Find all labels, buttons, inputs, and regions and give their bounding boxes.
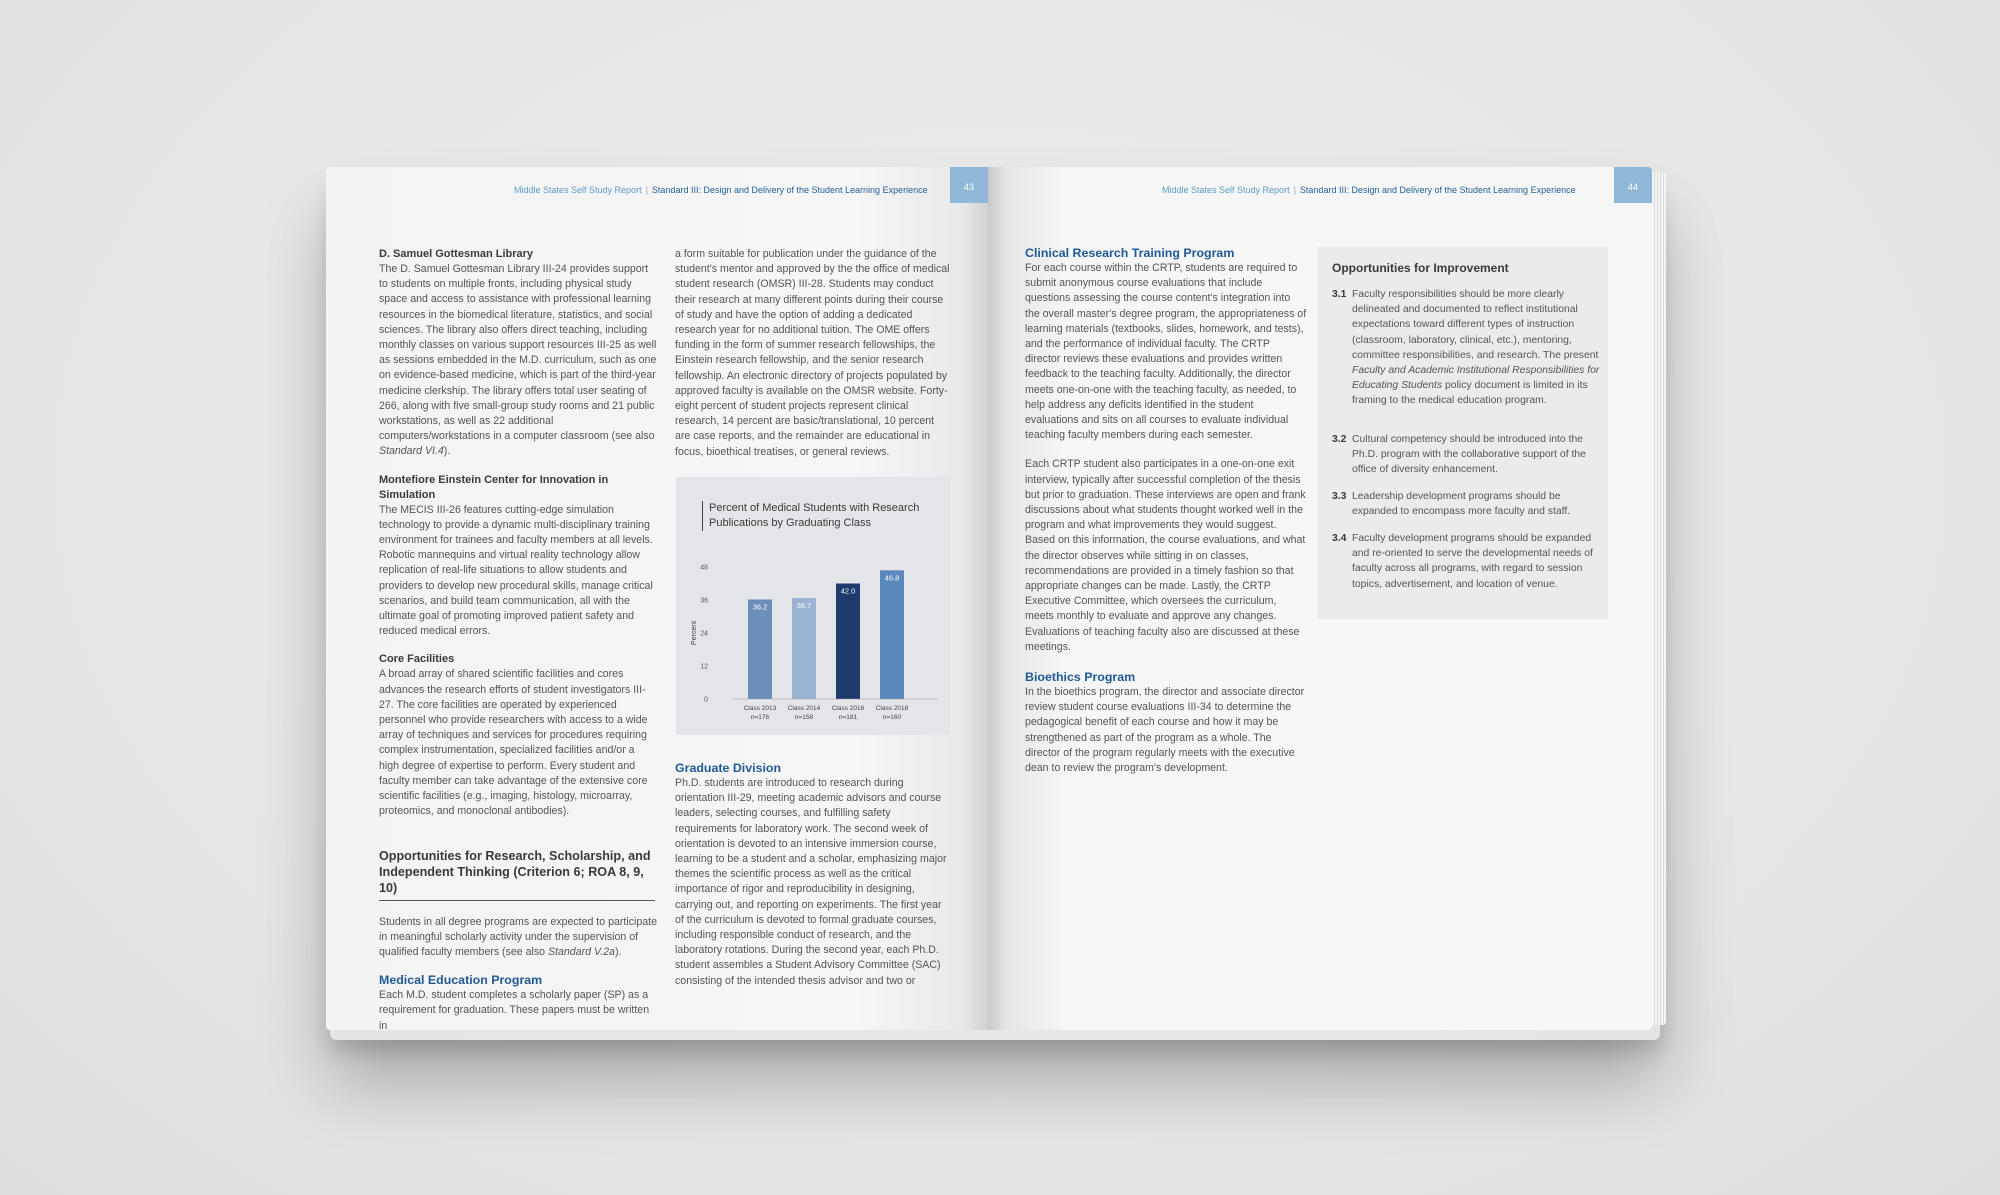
y-tick-label: 48 <box>700 564 708 572</box>
y-tick-label: 12 <box>700 663 708 671</box>
item-number: 3.3 <box>1332 491 1347 502</box>
x-tick-label: Class 2014 <box>787 705 821 712</box>
running-head-report: Middle States Self Study Report <box>1162 185 1290 195</box>
item-text-end: policy document is limited in its framing to the medical education program. <box>1352 380 1588 407</box>
right-page <box>988 167 1652 1030</box>
bioethics-heading: Bioethics Program <box>1025 670 1136 685</box>
running-head-separator: | <box>645 185 648 195</box>
simulation-heading: Montefiore Einstein Center for Innovation in Simulation <box>379 473 609 501</box>
opportunities-text: Students in all degree programs are expected to participate in meaningful scholarly activity under the supervision of qualified faculty members (see also <box>379 915 657 958</box>
left-column-1 <box>379 247 657 1030</box>
bar <box>836 584 860 700</box>
y-tick-label: 24 <box>700 630 708 638</box>
library-heading: D. Samuel Gottesman Library <box>379 248 534 260</box>
bar-chart <box>676 477 950 735</box>
left-column-2 <box>675 247 951 460</box>
item-ref: Faculty and Academic Institutional Responsibilities for Educating Students <box>1352 365 1600 392</box>
x-tick-label: Class 2016 <box>831 705 865 712</box>
running-head-report: Middle States Self Study Report <box>514 185 642 195</box>
improvement-title: Opportunities for Improvement <box>1332 261 1509 275</box>
bar <box>792 598 816 699</box>
item-text: Faculty responsibilities should be more clearly delineated and documented to reflect institutional expectations toward different types of instruction (classroom, laboratory, clinical, etc.), mentoring, committee responsibilities, and research. The present <box>1352 289 1599 361</box>
bioethics-text: In the bioethics program, the director and associate director review student course evaluations III-34 to determine the pedagogical benefit of each course and how it may be strengthened as part of the program as a whole. The director of the program regularly meets with the executive dean to review the program's development. <box>1025 686 1305 775</box>
improvement-item <box>1332 489 1600 519</box>
improvement-item <box>1332 287 1600 409</box>
simulation-text: The MECIS III-26 features cutting-edge simulation technology to provide a dynamic multi-disciplinary training environment for trainees and faculty members at all levels. Robotic mannequins and virtual reality technology allow replication of real-life situations to allow students and providers to develop new procedural skills, manage critical scenarios, and build team communication, all with the ultimate goal of promoting improved patient safety and reduced medical errors. <box>379 503 653 638</box>
y-tick-label: 0 <box>704 696 708 704</box>
bar-value-label: 42.0 <box>840 586 856 596</box>
improvement-item <box>1332 432 1600 478</box>
page-number: 44 <box>1614 167 1652 203</box>
item-text: Cultural competency should be introduced into the Ph.D. program with the collaborative support of the office of diversity enhancement. <box>1352 434 1586 476</box>
core-heading: Core Facilities <box>379 653 455 666</box>
improvement-item <box>1332 531 1600 592</box>
item-text: Leadership development programs should be expanded to encompass more faculty and staff. <box>1352 491 1571 518</box>
running-head-standard: Standard III: Design and Delivery of the Student Learning Experience <box>1299 185 1576 195</box>
chart-panel <box>676 477 950 735</box>
bar <box>880 570 904 699</box>
left-running-head <box>514 185 928 195</box>
x-tick-label: Class 2018 <box>875 705 909 712</box>
bar-value-label: 36.7 <box>796 601 812 611</box>
running-head-standard: Standard III: Design and Delivery of the Student Learning Experience <box>651 185 928 195</box>
research-continued-text: a form suitable for publication under the guidance of the student's mentor and approved by the the office of medical student research (OMSR) III-28. Students may conduct their research at many different points during their course of study and have the option of adding a dedicated research year for no additional tuition. The OME offers funding in the form of summer research fellowships, the Einstein research fellowship, and the senior research fellowship. An electronic directory of projects populated by approved faculty is available on the OMSR website. Forty-eight percent of student projects represent clinical research, 14 percent are basic/translational, 10 percent are case reports, and the remainder are educational in focus, bioethical treatises, or general reviews. <box>675 248 950 458</box>
opportunities-ref: Standard V.2a <box>548 945 615 958</box>
crtp-heading: Clinical Research Training Program <box>1025 246 1235 260</box>
x-tick-sublabel: n=176 <box>750 714 770 721</box>
y-axis-label: Percent <box>691 620 698 646</box>
opportunities-heading: Opportunities for Research, Scholarship, and Independent Thinking (Criterion 6; ROA 8, 9, 10) <box>379 848 651 895</box>
right-column-1 <box>1025 245 1307 776</box>
graduate-section <box>675 760 951 989</box>
library-end: ). <box>443 445 451 458</box>
library-ref: Standard VI.4 <box>379 445 444 458</box>
item-text: Faculty development programs should be expanded and re-oriented to serve the developmental needs of faculty across all programs, with regard to session topics, advertisement, and location of venue. <box>1352 533 1593 590</box>
item-number: 3.4 <box>1332 533 1347 544</box>
med-ed-heading: Medical Education Program <box>379 973 543 988</box>
med-ed-text: Each M.D. student completes a scholarly paper (SP) as a requirement for graduation. These papers must be written in <box>379 989 650 1030</box>
bar-value-label: 46.8 <box>884 573 900 583</box>
x-tick-sublabel: n=160 <box>882 714 902 721</box>
y-tick-label: 36 <box>700 597 708 605</box>
core-text: A broad array of shared scientific facilities and cores advances the research efforts of student investigators III-27. The core facilities are operated by experienced personnel who provide researchers with access to a wide array of techniques and services for procedures requiring complex instrumentation, specialized facilities and/or a high degree of expertise to perform. Every student and faculty member can take advantage of the extensive core scientific facilities (e.g., imaging, histology, microarray, proteomics, and monoclonal antibodies). <box>379 668 648 818</box>
x-tick-label: Class 2013 <box>743 705 777 712</box>
item-number: 3.1 <box>1332 289 1347 300</box>
bar <box>748 599 772 699</box>
opportunities-rule <box>379 848 655 901</box>
crtp-text-1: For each course within the CRTP, students are required to submit anonymous course evaluations that include questions assessing the course content's integration into the overall master's degree program, the appropriateness of learning materials (textbooks, slides, homework, and tests), and the performance of individual faculty. The CRTP director reviews these evaluations and provides written feedback to the teaching faculty. Additionally, the director meets one-on-one with the teaching faculty, as needed, to help address any deficits identified in the student evaluations and sits on all courses to evaluate individual teaching faculty members during each semester. <box>1025 262 1307 442</box>
x-tick-sublabel: n=181 <box>838 714 858 721</box>
crtp-text-2: Each CRTP student also participates in a one-on-one exit interview, typically after successful completion of the thesis but prior to graduation. These interviews are open and frank discussions about what students thought worked well in the program and what improvements they would suggest. Based on this information, the course evaluations, and what the director observes while sitting in on classes, recommendations are provided in a timely fashion so that appropriate changes can be made. Lastly, the CRTP Executive Committee, which oversees the curriculum, meets monthly to evaluate and approve any changes. Evaluations of teaching faculty also are discussed at these meetings. <box>1025 458 1306 653</box>
graduate-text: Ph.D. students are introduced to research during orientation III-29, meeting academic advisors and course leaders, selecting courses, and fulfilling safety requirements for laboratory work. The second week of orientation is devoted to an intensive immersion course, learning to be a student and a scholar, emphasizing major themes the scientific process as well as the critical importance of rigor and reproducibility in designing, carrying out, and reporting on experiments. The first year of the curriculum is devoted to formal graduate courses, including responsible conduct of research, and the laboratory rotations. During the second year, each Ph.D. student assembles a Student Advisory Committee (SAC) consisting of the intended thesis advisor and two or <box>675 777 947 987</box>
page-number: 43 <box>950 167 988 203</box>
opportunities-paragraph <box>379 915 657 961</box>
right-running-head <box>1162 185 1576 195</box>
chart-title: Percent of Medical Students with Research Publications by Graduating Class <box>702 501 939 531</box>
opportunities-end: ). <box>614 945 622 958</box>
item-number: 3.2 <box>1332 434 1347 445</box>
bar-value-label: 36.2 <box>752 602 768 612</box>
left-page <box>326 167 988 1030</box>
improvement-box <box>1318 247 1608 619</box>
x-tick-sublabel: n=158 <box>794 714 814 721</box>
graduate-heading: Graduate Division <box>675 761 782 775</box>
page-edges <box>1652 172 1666 1025</box>
library-paragraph <box>379 262 657 460</box>
library-text: The D. Samuel Gottesman Library III-24 provides support to students on multiple fronts, including physical study space and access to assistance with professional learning resources in the biomedical literature, statistics, and social sciences. The library also offers direct teaching, including monthly classes on various support resources III-25 as well as sessions embedded in the M.D. curriculum, such as one on evidence-based medicine, which is part of the third-year medicine clerkship. The library offers total user seating of 266, along with five small-group study rooms and 21 public workstations, as well as 22 additional computers/workstations in a computer classroom (see also <box>379 263 657 443</box>
running-head-separator: | <box>1293 185 1296 195</box>
